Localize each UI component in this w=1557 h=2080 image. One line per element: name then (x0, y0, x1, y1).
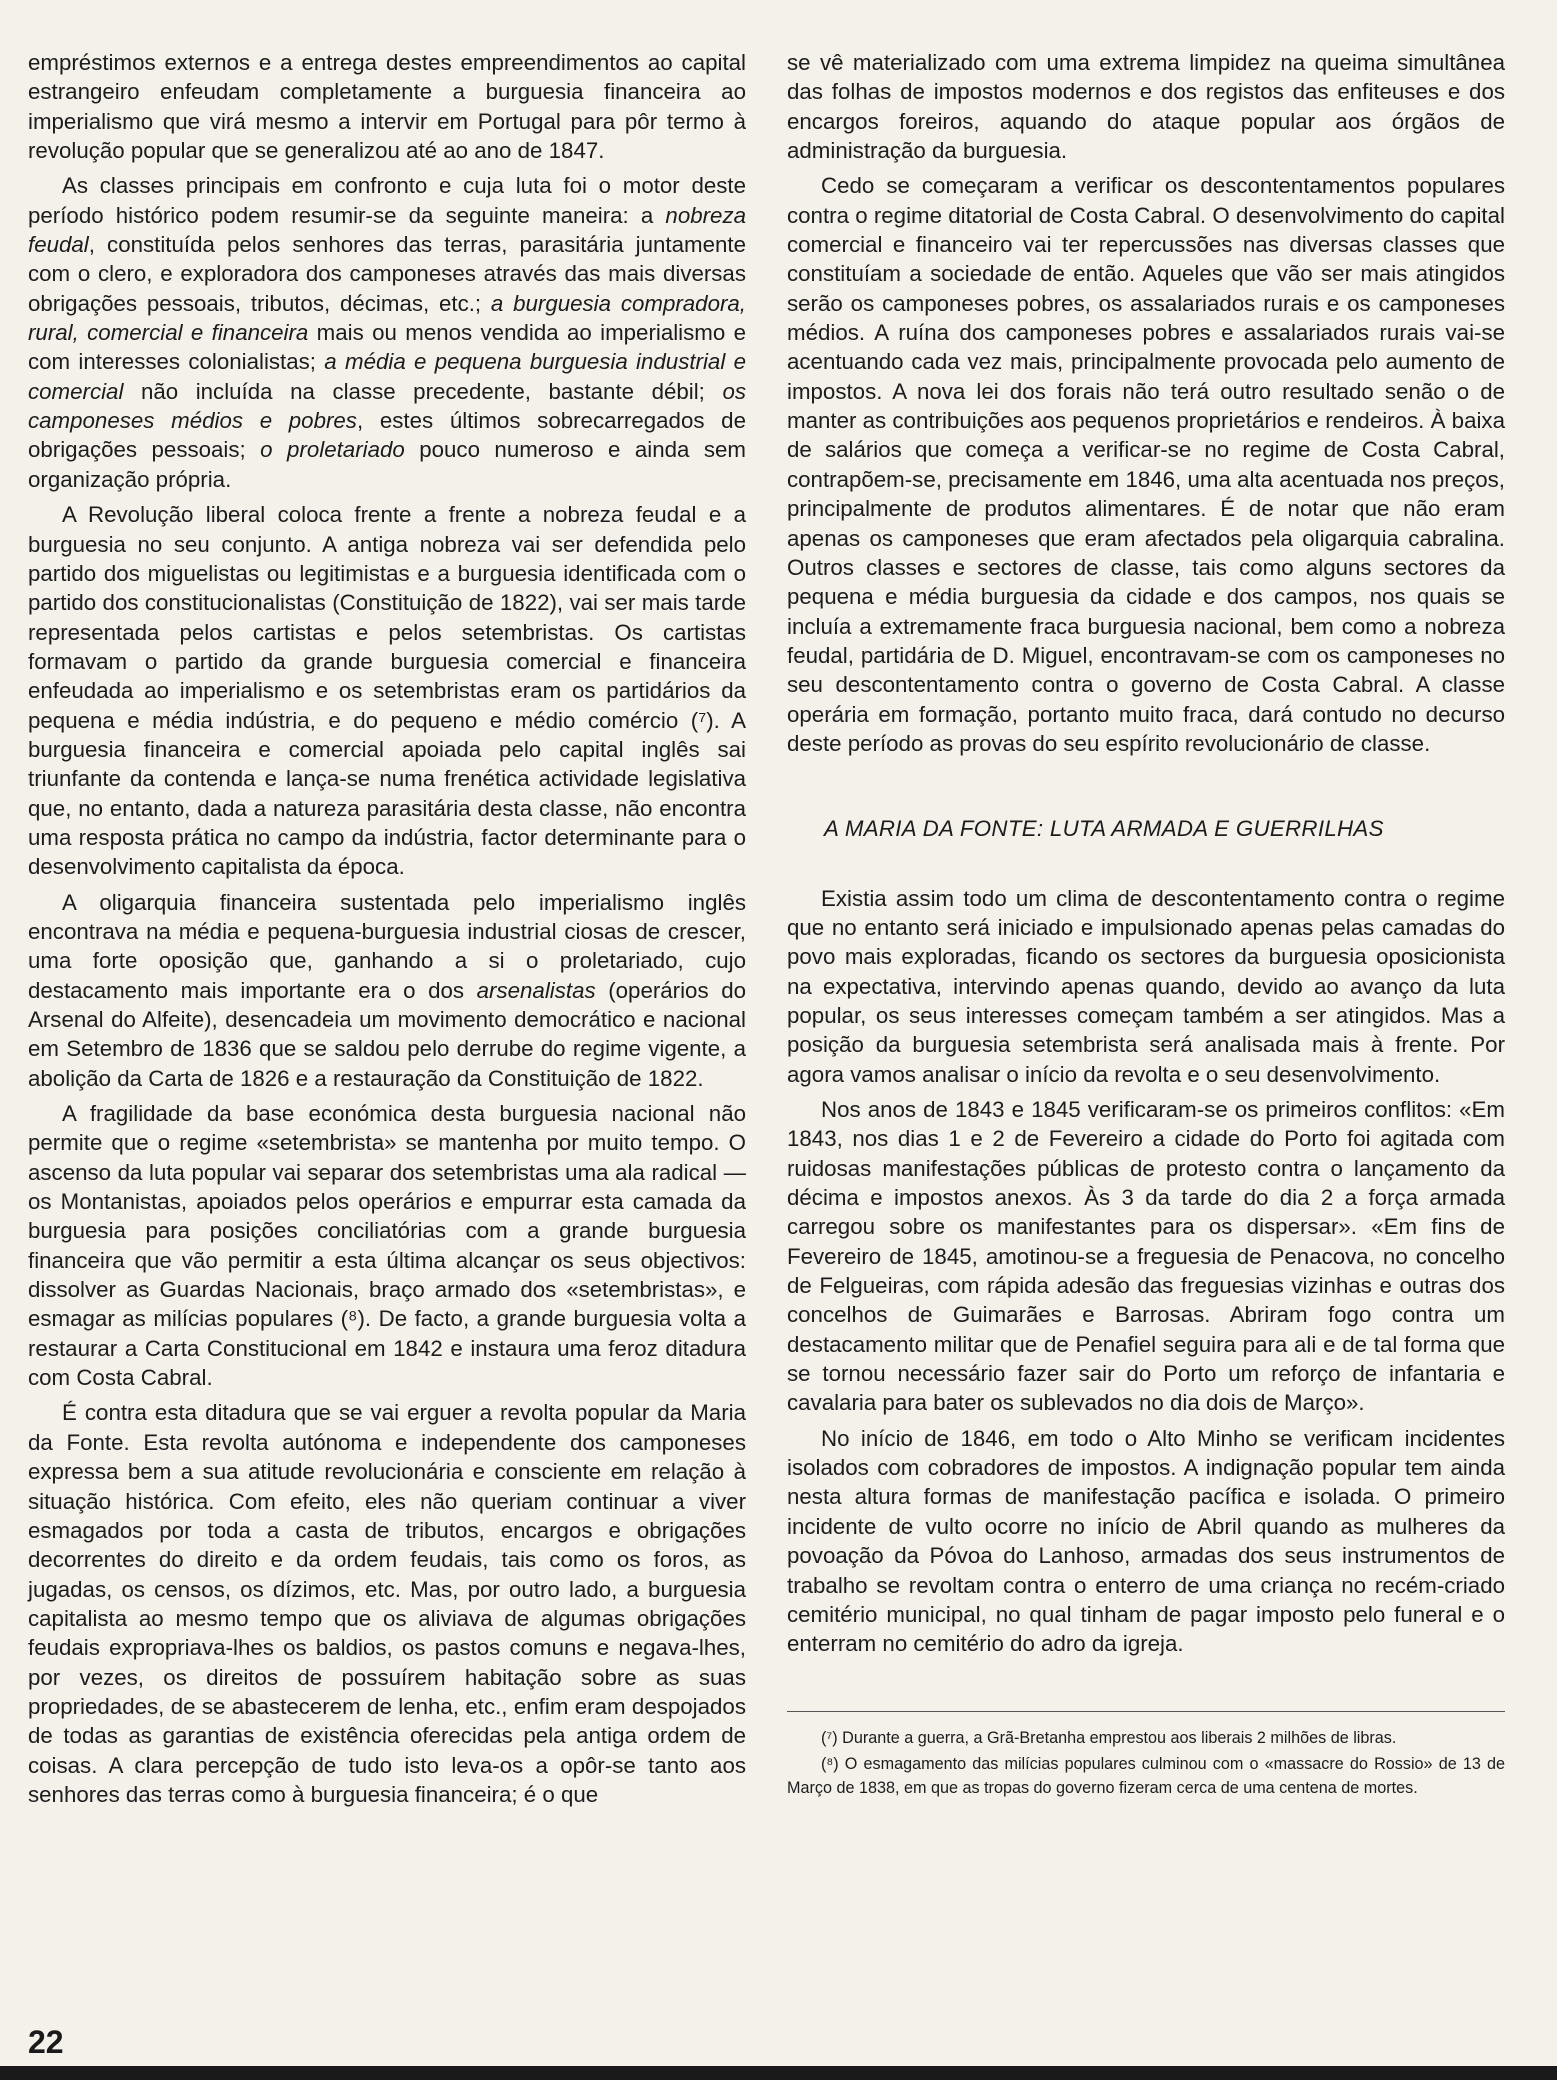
right-column (787, 48, 1505, 1802)
bottom-edge-bar (0, 2066, 1557, 2080)
paragraph: No início de 1846, em todo o Alto Minho se verificam incidentes isolados com cobradores de impostos. A indignação popular tem ainda nesta altura formas de manifestação pacífica e isolada. O primeiro incidente de vulto ocorre no início de Abril quando as mulheres da povoação da Póvoa do Lanhoso, armadas dos seus instrumentos de trabalho se revoltam contra o enterro de uma criança no recém-criado cemitério municipal, no qual tinham de pagar imposto pelo funeral e o enterram no cemitério do adro da igreja. (787, 1425, 1505, 1657)
paragraph: Nos anos de 1843 e 1845 verificaram-se os primeiros conflitos: «Em 1843, nos dias 1 e 2 de Fevereiro a cidade do Porto foi agitada com ruidosas manifestações públicas de protesto contra o lançamento da décima e impostos anexos. Às 3 da tarde do dia 2 a força armada carregou sobre os manifestantes para os dispersar». «Em fins de Fevereiro de 1845, amotinou-se a freguesia de Penacova, no concelho de Felgueiras, com rápida adesão das freguesias vizinhas e outras dos concelhos de Guimarães e Barrosas. Abriram fogo contra um destacamento militar que de Penafiel seguira para ali e de tal forma que se tornou necessário fazer sair do Porto um reforço de infantaria e cavalaria para bater os sublevados no dia dois de Março». (787, 1097, 1505, 1416)
text-run: mais ou menos vendida ao imperialismo e com interesses colonialistas; (28, 320, 746, 375)
section-heading: A MARIA DA FONTE: LUTA ARMADA E GUERRILHAS (824, 816, 1384, 842)
page-number: 22 (28, 2024, 64, 2060)
paragraph: É contra esta ditadura que se vai erguer a revolta popular da Maria da Fonte. Esta revolta autónoma e independente dos camponeses expressa bem a sua atitude revolucionária e consciente em relação à situação histórica. Com efeito, eles não queriam continuar a viver esmagados por toda a casta de tributos, encargos e obrigações decorrentes do direito e da ordem feudais, tais como os foros, as jugadas, os censos, os dízimos, etc. Mas, por outro lado, a burguesia capitalista ao mesmo tempo que os aliviava de algumas obrigações feudais expropriava-lhes os baldios, os pastos comuns e negava-lhes, por vezes, os direitos de possuírem habitação sobre as suas propriedades, de se abastecerem de lenha, etc., enfim eram despojados de todas as garantias de existência oferecidas pela antiga ordem de coisas. A clara percepção de tudo isto leva-os a opôr-se tanto aos senhores das terras como à burguesia financeira; é o que (28, 1400, 746, 1807)
paragraph (28, 171, 746, 494)
text-run: pouco numeroso e ainda sem organização própria. (28, 437, 746, 492)
italic-term: nobreza feudal (28, 202, 746, 258)
paragraph: A Revolução liberal coloca frente a frente a nobreza feudal e a burguesia no seu conjunto. A antiga nobreza vai ser defendida pelo partido dos miguelistas ou legitimistas e a burguesia identificada com o partido dos constitucionalistas (Constituição de 1822), vai ser mais tarde representada pelos cartistas e pelos setembristas. Os cartistas formavam o partido da grande burguesia comercial e financeira enfeudada ao imperialismo e os setembristas eram os partidários da pequena e média indústria, e do pequeno e médio comércio (⁷). A burguesia financeira e comercial apoiada pelo capital inglês sai triunfante da contenda e lança-se numa frenética actividade legislativa que, no entanto, dada a natureza parasitária desta classe, não encontra uma resposta prática no campo da indústria, factor determinante para o desenvolvimento capitalista da época. (28, 502, 746, 880)
text-run: A oligarquia financeira sustentada pelo imperialismo inglês encontrava na média e pequena-burguesia industrial ciosas de crescer, uma forte oposição que, ganhando a si o proletariado, cujo destacamento mais importante era o dos (28, 889, 746, 1003)
paragraph (28, 888, 746, 1093)
paragraph: empréstimos externos e a entrega destes empreendimentos ao capital estrangeiro enfeudam completamente a burguesia financeira ao imperialismo que virá mesmo a intervir em Portugal para pôr termo à revolução popular que se generalizou até ao ano de 1847. (28, 50, 746, 164)
paragraph: Cedo se começaram a verificar os descontentamentos populares contra o regime ditatorial de Costa Cabral. O desenvolvimento do capital comercial e financeiro vai ter repercussões nas diversas classes que constituíam a sociedade de então. Aqueles que vão ser mais atingidos serão os camponeses pobres, os assalariados rurais e os camponeses médios. A ruína dos camponeses pobres e assalariados rurais vai-se acentuando cada vez mais, principalmente provocada pelo aumento de impostos. A nova lei dos forais não terá outro resultado senão o de manter as contribuições aos pequenos proprietários e rendeiros. À baixa de salários que começa a verificar-se no regime de Costa Cabral, contrapõem-se, precisamente em 1846, uma alta acentuada nos preços, principalmente de produtos alimentares. É de notar que não eram apenas os camponeses que eram afectados pela oligarquia cabralina. Outros classes e sectores de classe, tais como alguns sectores da pequena e média burguesia da cidade e dos campos, nos quais se incluía a extremamente fraca burguesia nacional, bem como a nobreza feudal, partidária de D. Miguel, encontravam-se com os camponeses no seu descontentamento contra o governo de Costa Cabral. A classe operária em formação, portanto muito fraca, dará contudo no decurso deste período as provas do seu espírito revolucionário de classe. (787, 173, 1505, 756)
footnotes (787, 1711, 1505, 1800)
footnote-8: (⁸) O esmagamento das milícias populares culminou com o «massacre do Rossio» de 13 de Março de 1838, em que as tropas do governo fizeram cerca de uma centena de mortes. (787, 1754, 1505, 1797)
footnote-7: (⁷) Durante a guerra, a Grã-Bretanha emprestou aos liberais 2 milhões de libras. (821, 1728, 1397, 1747)
text-run: , estes últimos sobrecarregados de obrigações pessoais; (28, 408, 746, 463)
paragraph: Existia assim todo um clima de descontentamento contra o regime que no entanto será iniciado e impulsionado apenas pelas camadas do povo mais exploradas, ficando os sectores da burguesia oposicionista na expectativa, intervindo apenas quando, devido ao avanço da luta popular, os seus interesses começam também a ser atingidos. Mas a posição da burguesia setembrista será analisada mais à frente. Por agora vamos analisar o início da revolta e o seu desenvolvimento. (787, 885, 1505, 1087)
text-run: não incluída na classe precedente, bastante débil; (123, 378, 723, 404)
text-run: As classes principais em confronto e cuja luta foi o motor deste período histórico podem resumir-se da seguinte maneira: a (28, 173, 746, 228)
paragraph: A fragilidade da base económica desta burguesia nacional não permite que o regime «setembrista» se mantenha por muito tempo. O ascenso da luta popular vai separar dos setembristas uma ala radical — os Montanistas, apoiados pelos operários e empurrar esta camada da burguesia para posições conciliatórias com a grande burguesia financeira que vão permitir a esta última alcançar os seus objectivos: dissolver as Guardas Nacionais, braço armado dos «setembristas», e esmagar as milícias populares (⁸). De facto, a grande burguesia volta a restaurar a Carta Constitucional em 1842 e instaura uma feroz ditadura com Costa Cabral. (28, 1101, 746, 1391)
italic-term: os camponeses médios e pobres (28, 378, 746, 434)
italic-term: arsenalistas (476, 977, 596, 1003)
text-run: , constituída pelos senhores das terras, parasitária juntamente com o clero, e exploradora dos camponeses através das mais diversas obrigações pessoais, tributos, décimas, etc.; (28, 232, 746, 316)
italic-term: a média e pequena burguesia industrial e comercial (28, 349, 746, 404)
italic-term: o proletariado (260, 437, 405, 463)
left-column (28, 48, 746, 1815)
text-run: (operários do Arsenal do Alfeite), desencadeia um movimento democrático e nacional em Setembro de 1836 que se saldou pelo derrube do regime vigente, a abolição da Carta de 1826 e a restauração da Constituição de 1822. (28, 977, 746, 1091)
italic-term: a burguesia compradora, rural, comercial e financeira (28, 290, 746, 346)
paragraph: se vê materializado com uma extrema limpidez na queima simultânea das folhas de impostos modernos e dos registos das enfiteuses e dos encargos foreiros, aquando do ataque popular aos órgãos de administração da burguesia. (787, 50, 1505, 164)
